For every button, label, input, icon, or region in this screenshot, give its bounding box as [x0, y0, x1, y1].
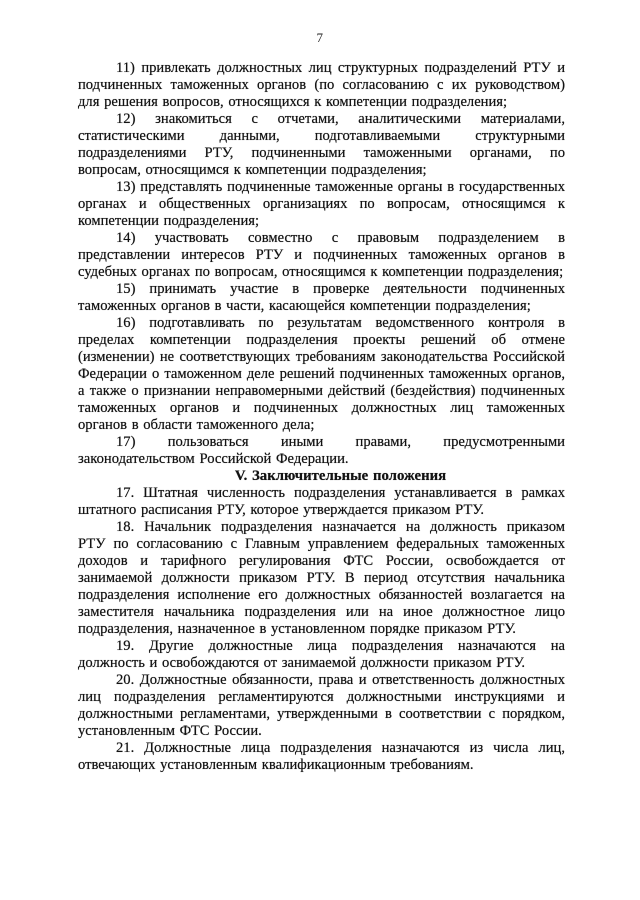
page-number: 7 — [316, 30, 324, 45]
rights-paragraph-14: 14) участвовать совместно с правовым подразделением в представлении интересов РТУ и подчиненных таможенных органов в судебных органах по вопросам, относящимся к компетенции подразделения; — [78, 230, 565, 280]
rights-paragraph-16: 16) подготавливать по результатам ведомственного контроля в пределах компетенции подразделения проекты решений об отмене (изменении) не соответствующих требованиям законодательства Российской Федерации о таможенном деле решений подчиненных таможенных органов, а также о признании неправомерными действий (бездействия) подчиненных таможенных органов и подчиненных должностных лиц таможенных органов в области таможенного дела; — [78, 315, 565, 433]
rights-paragraph-11: 11) привлекать должностных лиц структурных подразделений РТУ и подчиненных таможенных органов (по согласованию с их руководством) для решения вопросов, относящихся к компетенции подразделения; — [78, 60, 565, 110]
section-heading-final-provisions: V. Заключительные положения — [234, 468, 447, 484]
rights-paragraph-13: 13) представлять подчиненные таможенные органы в государственных органах и общественных организациях по вопросам, относящимся к компетенции подразделения; — [78, 179, 565, 229]
closing-paragraph-19: 19. Другие должностные лица подразделения назначаются на должность и освобождаются от занимаемой должности приказом РТУ. — [78, 638, 565, 671]
rights-paragraph-15: 15) принимать участие в проверке деятельности подчиненных таможенных органов в части, касающейся компетенции подразделения; — [78, 281, 565, 314]
rights-paragraph-17: 17) пользоваться иными правами, предусмотренными законодательством Российской Федерации. — [78, 434, 565, 467]
closing-paragraph-18: 18. Начальник подразделения назначается на должность приказом РТУ по согласованию с Главным управлением федеральных таможенных доходов и тарифного регулирования ФТС России, освобождается от занимаемой должности приказом РТУ. В период отсутствия начальника подразделения исполнение его должностных обязанностей возлагается на заместителя начальника подразделения или на иное должностное лицо подразделения, назначенное в установленном порядке приказом РТУ. — [78, 519, 565, 637]
closing-paragraph-17: 17. Штатная численность подразделения устанавливается в рамках штатного расписания РТУ, которое утверждается приказом РТУ. — [78, 485, 565, 518]
rights-paragraph-12: 12) знакомиться с отчетами, аналитическими материалами, статистическими данными, подготавливаемыми структурными подразделениями РТУ, подчиненными таможенными органами, по вопросам, относящимся к компетенции подразделения; — [78, 111, 565, 178]
closing-paragraph-21: 21. Должностные лица подразделения назначаются из числа лиц, отвечающих установленным квалификационным требованиям. — [78, 740, 565, 773]
document-body — [78, 60, 565, 774]
closing-paragraph-20: 20. Должностные обязанности, права и ответственность должностных лиц подразделения регламентируются должностными инструкциями и должностными регламентами, утвержденными в соответствии с порядком, установленным ФТС России. — [78, 672, 565, 739]
